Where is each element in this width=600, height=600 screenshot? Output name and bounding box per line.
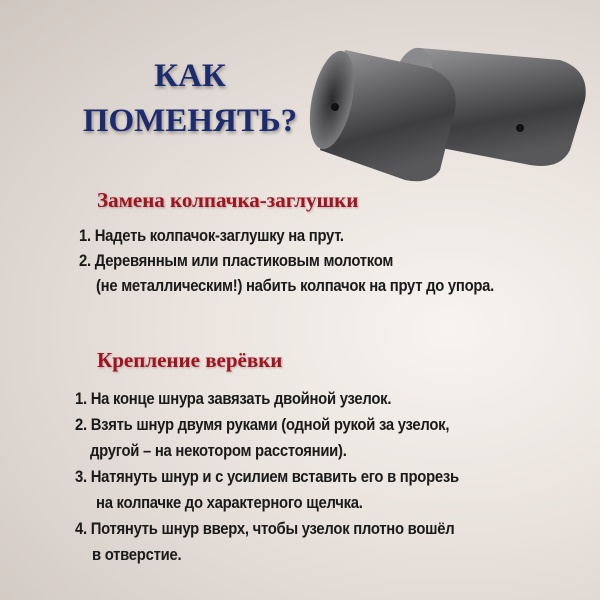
title-line-2: ПОМЕНЯТЬ? — [82, 103, 298, 139]
title-line-1: КАК — [154, 58, 226, 94]
section2-line: 3. Натянуть шнур и с усилием вставить его в прорезь — [75, 468, 459, 486]
section1-line: 2. Деревянным или пластиковым молотком — [79, 252, 394, 270]
section2-line: 2. Взять шнур двумя руками (одной рукой за узелок, — [75, 416, 450, 434]
section2-heading: Крепление верёвки — [97, 348, 283, 372]
section2-line: на колпачке до характерного щелчка. — [96, 494, 363, 512]
section1-heading: Замена колпачка-заглушки — [97, 188, 359, 212]
section1-line: (не металлическим!) набить колпачок на прут до упора. — [96, 277, 495, 295]
section2-line: в отверстие. — [92, 546, 182, 564]
section1-line: 1. Надеть колпачок-заглушку на прут. — [79, 227, 344, 245]
section2-line: 4. Потянуть шнур вверх, чтобы узелок плотно вошёл — [75, 520, 455, 538]
section2-line: другой – на некотором расстоянии). — [90, 442, 347, 460]
section2-line: 1. На конце шнура завязать двойной узелок. — [75, 390, 392, 408]
